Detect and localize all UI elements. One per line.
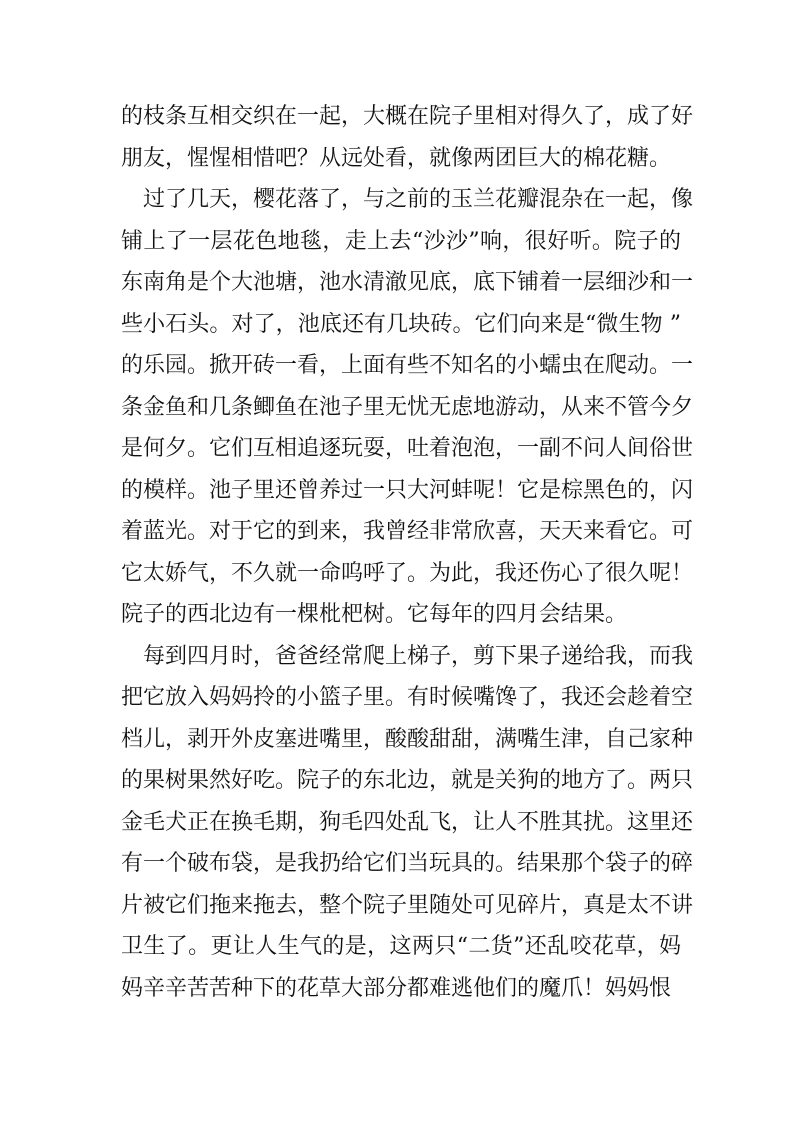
body-text	[121, 96, 694, 1009]
text-line: 着蓝光。对于它的到来，我曾经非常欣喜，天天来看它。可	[121, 519, 694, 544]
text-line: 铺上了一层花色地毯，走上去“沙沙”响，很好听。院子的	[121, 228, 681, 254]
text-line: 卫生了。更让人生气的是，这两只“二货”还乱咬花草，妈	[121, 934, 681, 959]
text-line: 的模样。池子里还曾养过一只大河蚌呢！它是棕黑色的，闪	[121, 477, 694, 503]
text-line: 些小石头。对了，池底还有几块砖。它们向来是“微生物 ”	[121, 311, 681, 337]
text-line: 院子的西北边有一棵枇杷树。它每年的四月会结果。	[121, 602, 628, 627]
text-line: 金毛犬正在换毛期，狗毛四处乱飞，让人不胜其扰。这里还	[121, 809, 694, 835]
text-line: 是何夕。它们互相追逐玩耍，吐着泡泡，一副不问人间俗世	[121, 436, 694, 461]
text-line: 条金鱼和几条鲫鱼在池子里无忧无虑地游动，从来不管今夕	[121, 394, 694, 420]
text-line: 片被它们拖来拖去，整个院子里随处可见碎片，真是太不讲	[121, 892, 694, 918]
text-line: 有一个破布袋，是我扔给它们当玩具的。结果那个袋子的碎	[121, 851, 694, 876]
text-line: 东南角是个大池塘，池水清澈见底，底下铺着一层细沙和一	[121, 270, 694, 295]
text-line: 妈辛辛苦苦种下的花草大部分都难逃他们的魔爪！妈妈恨	[121, 975, 672, 1001]
text-line: 档儿，剥开外皮塞进嘴里，酸酸甜甜，满嘴生津，自己家种	[121, 726, 694, 752]
text-line: 的乐园。掀开砖一看，上面有些不知名的小蠕虫在爬动。一	[121, 353, 694, 378]
text-line: 的枝条互相交织在一起，大概在院子里相对得久了，成了好	[121, 104, 694, 129]
text-line: 朋友，惺惺相惜吧？从远处看，就像两团巨大的棉花糖。	[121, 145, 672, 171]
text-line: 它太娇气，不久就一命呜呼了。为此，我还伤心了很久呢！	[121, 560, 694, 586]
text-line: 每到四月时，爸爸经常爬上梯子，剪下果子递给我，而我	[143, 643, 694, 669]
text-line: 把它放入妈妈拎的小篮子里。有时候嘴馋了，我还会趁着空	[121, 685, 694, 710]
text-line: 过了几天，樱花落了，与之前的玉兰花瓣混杂在一起，像	[143, 187, 694, 212]
text-line: 的果树果然好吃。院子的东北边，就是关狗的地方了。两只	[121, 768, 694, 793]
